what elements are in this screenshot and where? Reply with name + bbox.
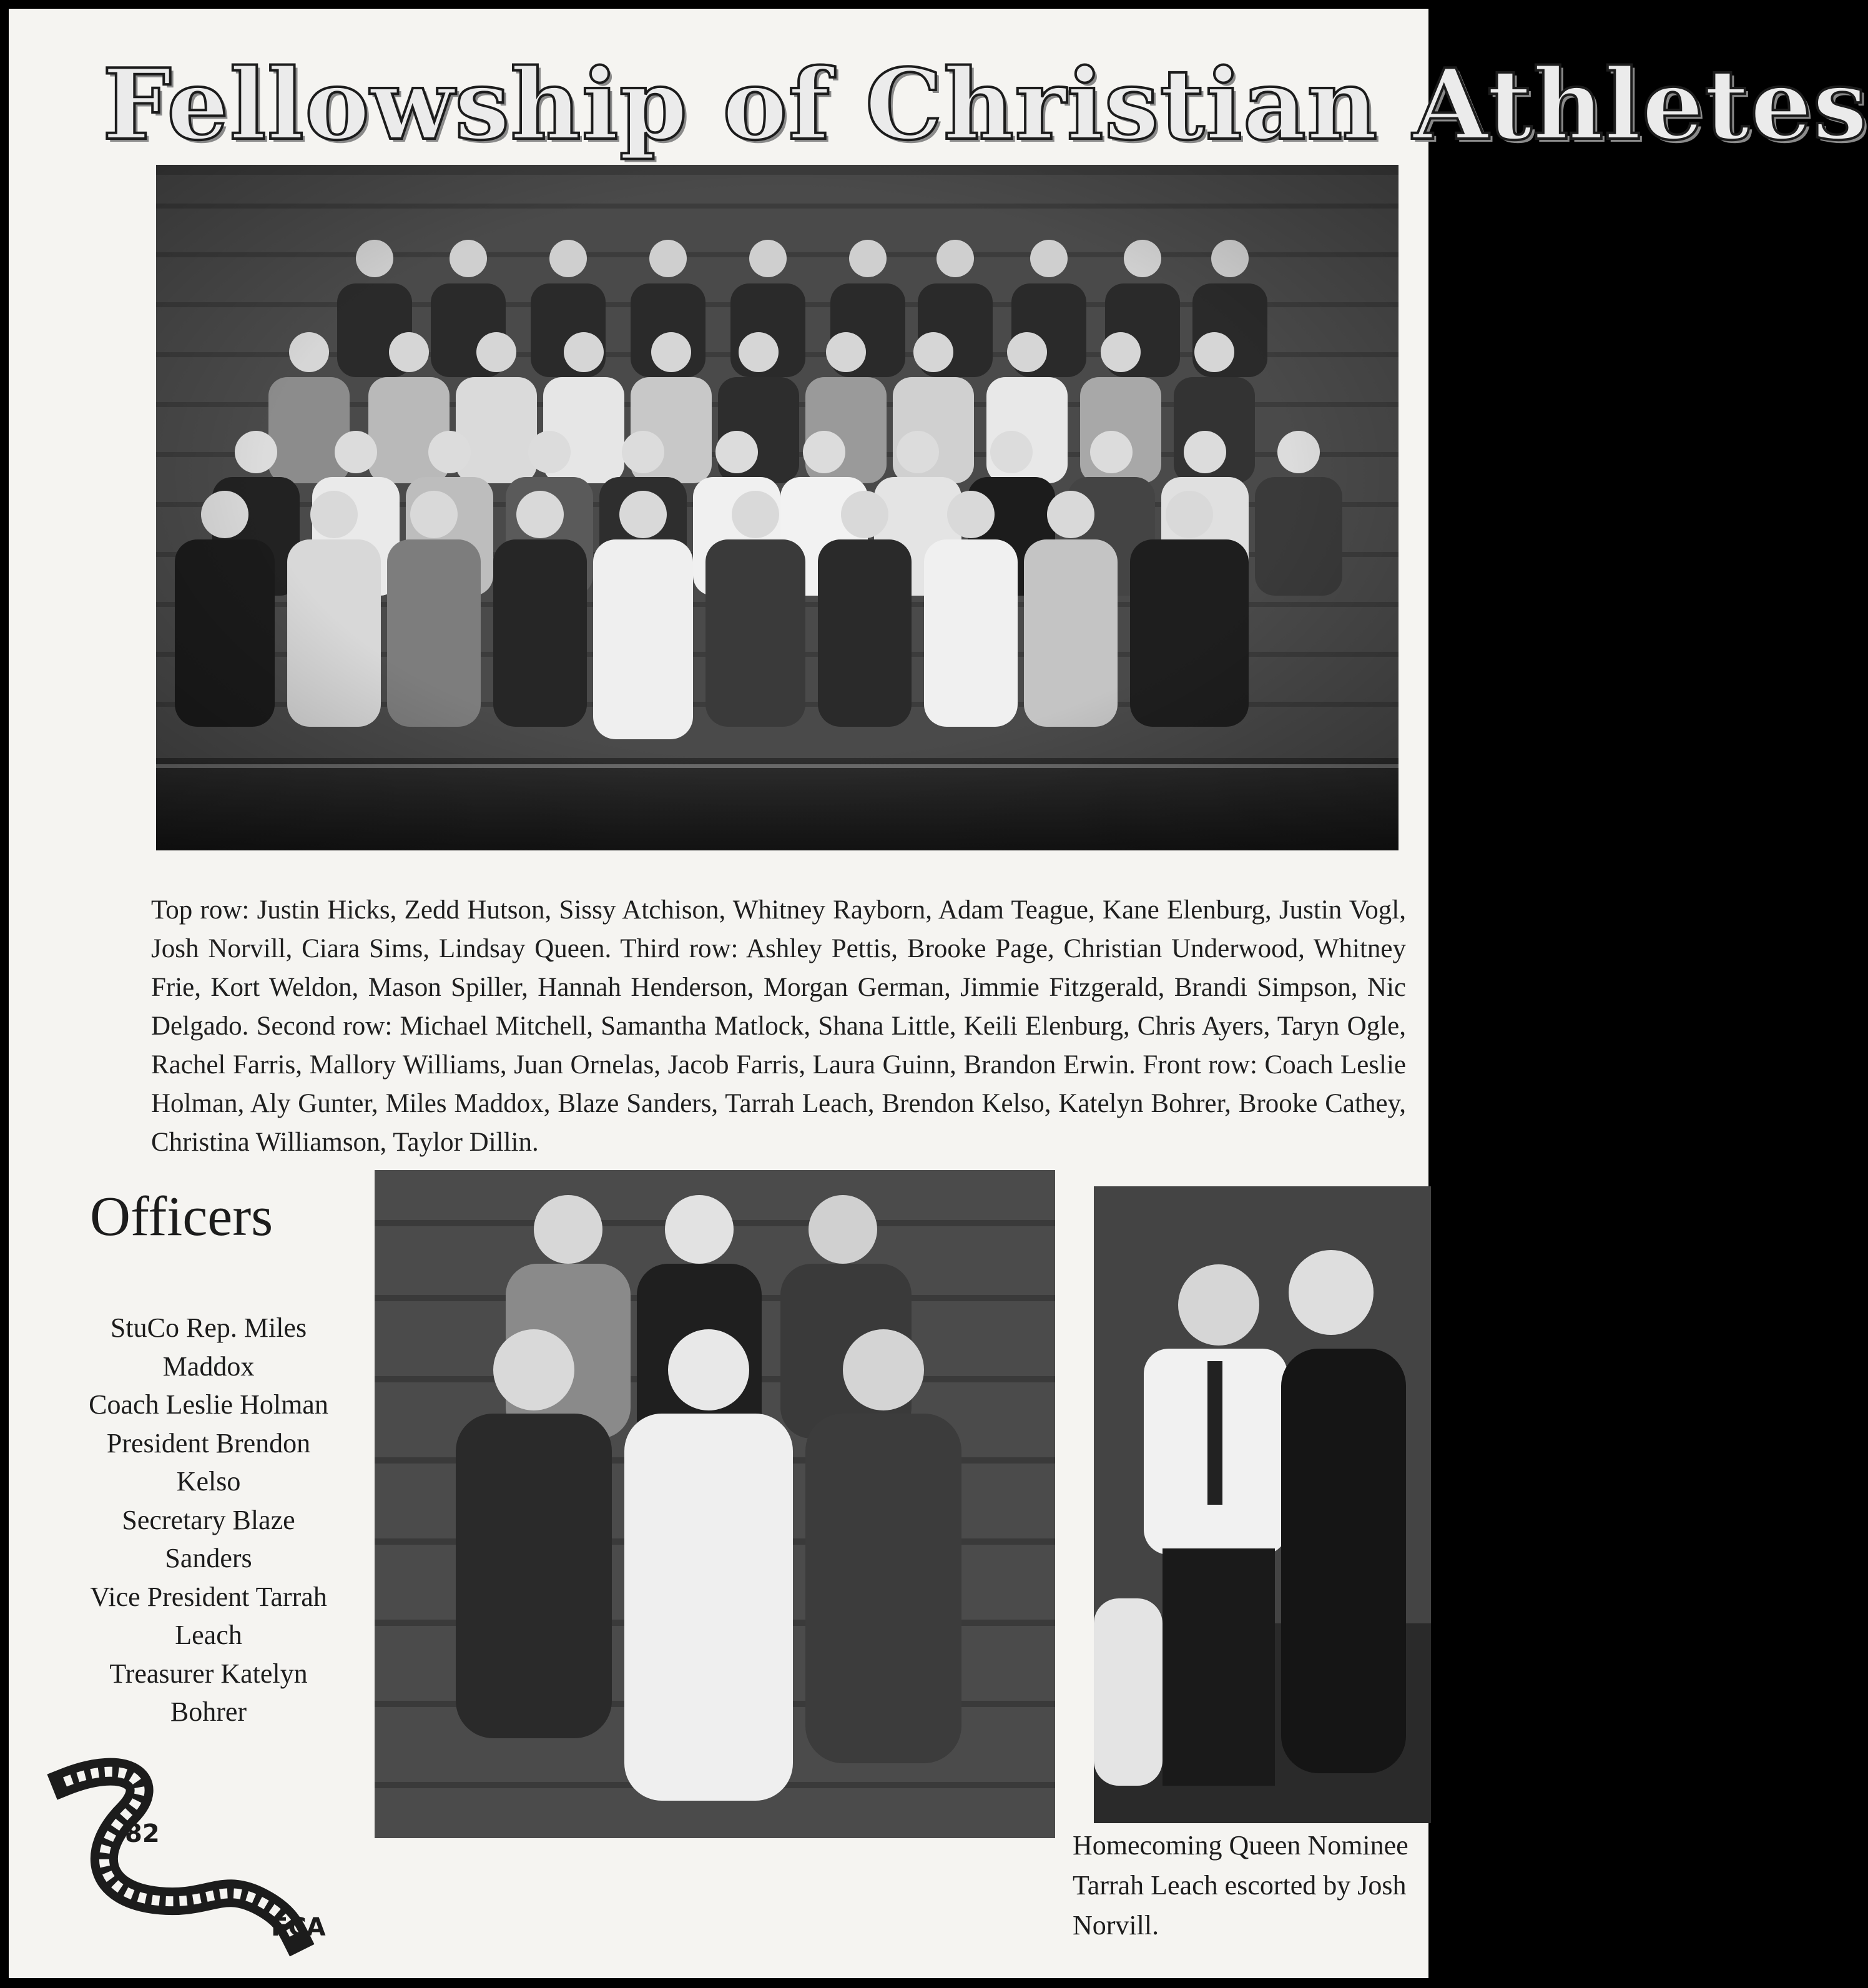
officers-line: Secretary Blaze xyxy=(122,1504,295,1535)
group-photo-caption: Top row: Justin Hicks, Zedd Hutson, Sissy Atchison, Whitney Rayborn, Adam Teague, Kane Elenburg, Justin Vogl, Josh Norvill, Ciara Sims, Lindsay Queen. Third row: Ashley Pettis, Brooke Page, Christian Underwood, Whitney Frie, Kort Weldon, Mason Spiller, Hannah Henderson, Morgan German, Jimmie Fitzgerald, Brandi Simpson, Nic Delgado. Second row: Michael Mitchell, Samantha Matlock, Shana Little, Keili Elenburg, Chris Ayers, Taryn Ogle, Rachel Farris, Mallory Williams, Juan Ornelas, Jacob Farris, Laura Guinn, Brandon Erwin. Front row: Coach Leslie Holman, Aly Gunter, Miles Maddox, Blaze Sanders, Tarrah Leach, Brendon Kelso, Katelyn Bohrer, Brooke Cathey, Christina Williamson, Taylor Dillin. xyxy=(151,895,1406,1157)
officers-photo xyxy=(375,1170,1055,1838)
officers-line: Maddox xyxy=(162,1351,255,1382)
homecoming-caption-line: Tarrah Leach escorted by Josh xyxy=(1073,1870,1407,1901)
yearbook-page xyxy=(9,9,1868,1978)
officers-line: President Brendon xyxy=(106,1427,311,1459)
officers-line: Leach xyxy=(175,1620,242,1650)
page-number: 82 xyxy=(125,1819,160,1848)
homecoming-caption-line: Homecoming Queen Nominee xyxy=(1073,1830,1408,1861)
homecoming-photo-image xyxy=(1094,1186,1431,1823)
page-title: Fellowship of Christian Athletes xyxy=(102,47,1868,162)
officers-line: Vice President Tarrah xyxy=(90,1581,327,1612)
officers-heading: Officers xyxy=(90,1186,273,1247)
officers-line: Coach Leslie Holman xyxy=(89,1389,328,1420)
officers-line: StuCo Rep. Miles xyxy=(110,1312,307,1343)
officers-line: Sanders xyxy=(165,1543,252,1573)
officers-photo-image xyxy=(375,1170,1055,1838)
group-photo-image xyxy=(156,165,1399,850)
officers-line: Bohrer xyxy=(170,1696,247,1727)
officers-list xyxy=(46,1309,371,1731)
homecoming-photo xyxy=(1094,1186,1431,1823)
officers-line: Kelso xyxy=(176,1466,241,1497)
officers-line: Treasurer Katelyn xyxy=(109,1658,308,1689)
section-code: FCA xyxy=(271,1913,326,1942)
homecoming-caption xyxy=(1073,1826,1435,1946)
group-photo xyxy=(156,165,1399,850)
homecoming-caption-line: Norvill. xyxy=(1073,1910,1159,1941)
